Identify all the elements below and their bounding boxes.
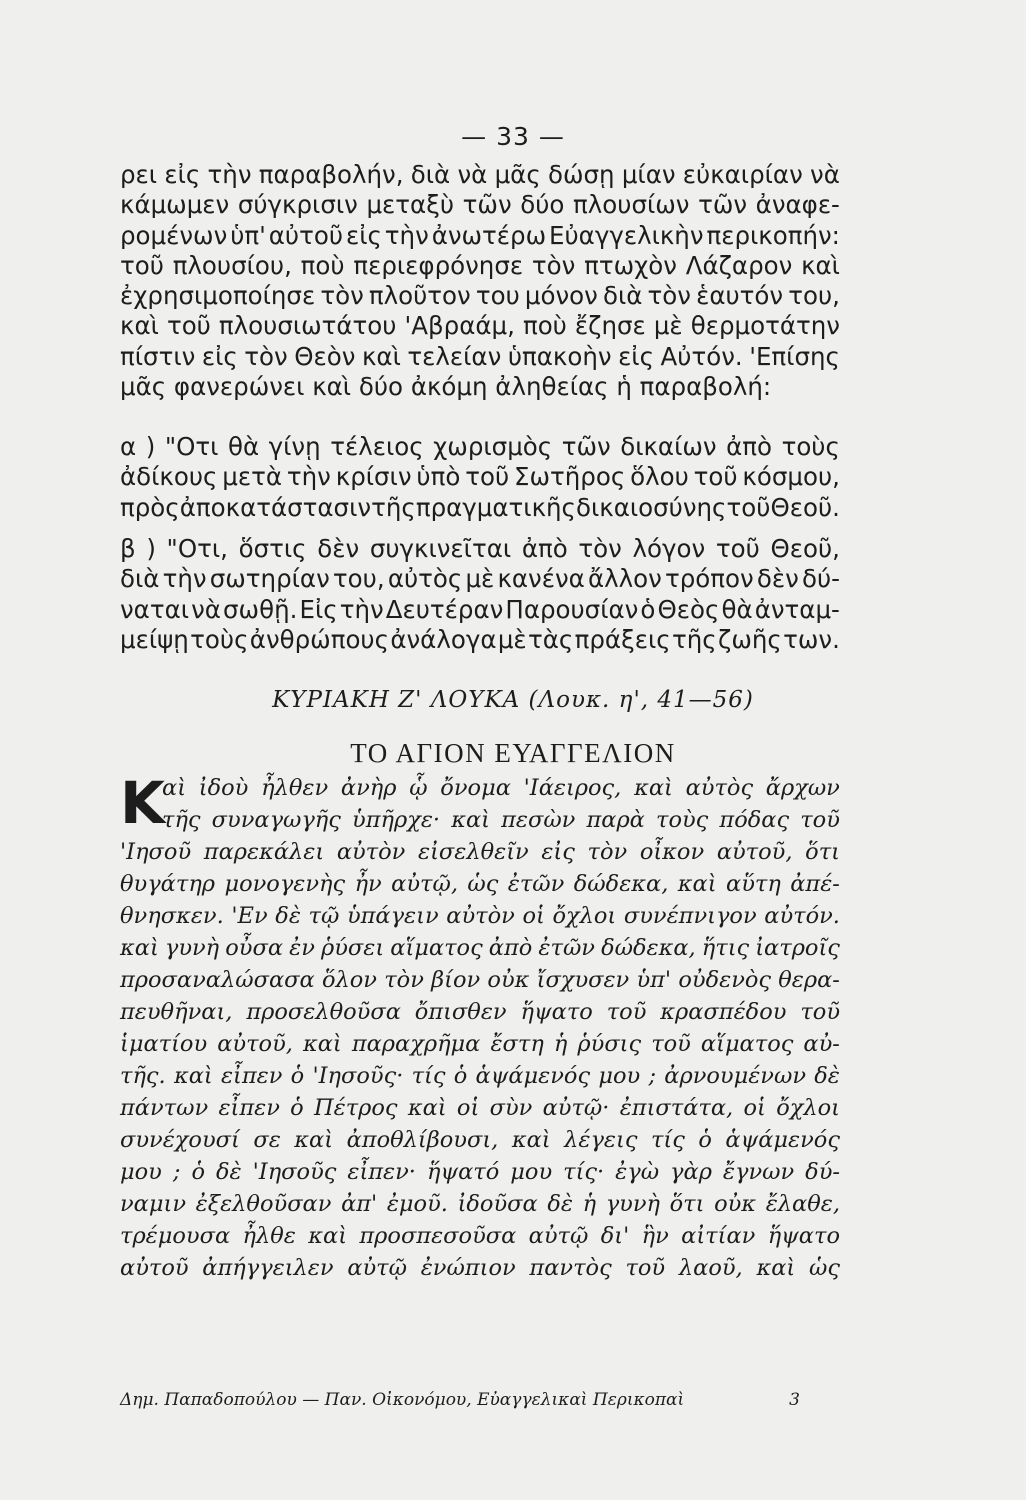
text-line: τοῦ πλουσίου, ποὺ περιεφρόνησε τὸν πτωχὸν Λάζαρον καὶ (120, 250, 840, 280)
gospel-line: τρέμουσα ἦλθε καὶ προσπεσοῦσα αὐτῷ δι' ἣν αἰτίαν ἥψατο (120, 1223, 840, 1249)
text-line: μείψῃ τοὺς ἀνθρώπους ἀνάλογα μὲ τὰς πράξεις τῆς ζωῆς των. (120, 624, 840, 654)
gospel-heading: ΤΟ ΑΓΙΟΝ ΕΥΑΓΓΕΛΙΟΝ (350, 738, 676, 768)
gospel-line: ναμιν ἐξελθοῦσαν ἀπ' ἐμοῦ. ἰδοῦσα δὲ ἡ γυνὴ ὅτι οὐκ ἔλαθε, (120, 1191, 840, 1217)
text-line: διὰ τὴν σωτηρίαν του, αὐτὸς μὲ κανένα ἄλλον τρόπον δὲν δύ- (120, 564, 840, 594)
gospel-line: τῆς. καὶ εἶπεν ὁ 'Ιησοῦς· τίς ὁ ἁψάμενός μου ; ἀρνουμένων δὲ (120, 1063, 840, 1089)
gospel-line: 'Ιησοῦ παρεκάλει αὐτὸν εἰσελθεῖν εἰς τὸν οἶκον αὐτοῦ, ὅτι (120, 839, 840, 865)
section-heading: ΚΥΡΙΑΚΗ Ζ' ΛΟΥΚΑ (Λουκ. η', 41—56) (272, 687, 754, 713)
text-line: καὶ τοῦ πλουσιωτάτου 'Αβραάμ, ποὺ ἔζησε μὲ θερμοτάτην (120, 311, 840, 341)
gospel-passage (120, 769, 840, 1284)
gospel-line: προσαναλώσασα ὅλον τὸν βίον οὐκ ἴσχυσεν ὑπ' οὐδενὸς θερα- (120, 967, 840, 993)
gospel-line: μου ; ὁ δὲ 'Ιησοῦς εἶπεν· ἥψατό μου τίς· ἐγὼ γὰρ ἔγνων δύ- (120, 1159, 840, 1185)
footer-authors: Δημ. Παπαδοπούλου — Παν. Οἰκονόμου, Εὐαγγελικαὶ Περικοπαὶ (120, 1390, 685, 1410)
text-line: κάμωμεν σύγκρισιν μεταξὺ τῶν δύο πλουσίων τῶν ἀναφε- (120, 190, 840, 220)
gospel-line: αὶ ἰδοὺ ἦλθεν ἀνὴρ ᾧ ὄνομα 'Ιάειρος, καὶ αὐτὸς ἄρχων (162, 775, 840, 801)
text-line: πίστιν εἰς τὸν Θεὸν καὶ τελείαν ὑπακοὴν εἰς Αὐτόν. 'Επίσης (120, 341, 840, 371)
page-footer (120, 1390, 800, 1410)
paragraph-point-alpha (120, 432, 840, 523)
gospel-line: θυγάτηρ μονογενὴς ἦν αὐτῷ, ὡς ἐτῶν δώδεκα, καὶ αὕτη ἀπέ- (120, 871, 840, 897)
signature-mark: 3 (789, 1390, 800, 1410)
gospel-line: πευθῆναι, προσελθοῦσα ὄπισθεν ἥψατο τοῦ κρασπέδου τοῦ (120, 999, 840, 1025)
text-line: ρει εἰς τὴν παραβολήν, διὰ νὰ μᾶς δώσῃ μίαν εὐκαιρίαν νὰ (120, 160, 840, 189)
text-line: μᾶς φανερώνει καὶ δύο ἀκόμη ἀληθείας ἡ παραβολή: (120, 372, 772, 402)
gospel-line: πάντων εἶπεν ὁ Πέτρος καὶ οἱ σὺν αὐτῷ· ἐπιστάτα, οἱ ὄχλοι (120, 1095, 840, 1121)
gospel-line: τῆς συναγωγῆς ὑπῆρχε· καὶ πεσὼν παρὰ τοὺς πόδας τοῦ (162, 807, 840, 833)
text-line: πρὸς ἀποκατάστασιν τῆς πραγματικῆς δικαιοσύνης τοῦ Θεοῦ. (120, 492, 840, 522)
gospel-line: ἱματίου αὐτοῦ, καὶ παραχρῆμα ἔστη ἡ ῥύσις τοῦ αἵματος αὐ- (120, 1031, 840, 1057)
text-line: ἐχρησιμοποίησε τὸν πλοῦτον του μόνον διὰ τὸν ἑαυτόν του, (120, 281, 840, 311)
drop-cap: Κ (120, 769, 165, 837)
gospel-line: αὐτοῦ ἀπήγγειλεν αὐτῷ ἐνώπιον παντὸς τοῦ λαοῦ, καὶ ὡς (120, 1255, 840, 1281)
text-line: β ) "Οτι, ὅστις δὲν συγκινεῖται ἀπὸ τὸν λόγον τοῦ Θεοῦ, (120, 534, 840, 563)
page-number: — 33 — (461, 122, 565, 151)
gospel-line: καὶ γυνὴ οὖσα ἐν ῥύσει αἵματος ἀπὸ ἐτῶν δώδεκα, ἥτις ἰατροῖς (120, 935, 840, 961)
paragraph-parable-commentary (120, 160, 840, 402)
paragraph-point-beta (120, 534, 840, 655)
text-line: ἀδίκους μετὰ τὴν κρίσιν ὑπὸ τοῦ Σωτῆρος ὅλου τοῦ κόσμου, (120, 462, 840, 492)
text-line: ναται νὰ σωθῇ. Εἰς τὴν Δευτέραν Παρουσίαν ὁ Θεὸς θὰ ἀνταμ- (120, 594, 840, 624)
gospel-line: συνέχουσί σε καὶ ἀποθλίβουσι, καὶ λέγεις τίς ὁ ἁψάμενός (120, 1127, 840, 1153)
text-line: α ) "Οτι θὰ γίνῃ τέλειος χωρισμὸς τῶν δικαίων ἀπὸ τοὺς (120, 432, 840, 461)
text-line: ρομένων ὑπ' αὐτοῦ εἰς τὴν ἀνωτέρω Εὐαγγελικὴν περικοπήν: (120, 220, 840, 250)
gospel-line: θνησκεν. 'Εν δὲ τῷ ὑπάγειν αὐτὸν οἱ ὄχλοι συνέπνιγον αὐτόν. (120, 903, 840, 929)
